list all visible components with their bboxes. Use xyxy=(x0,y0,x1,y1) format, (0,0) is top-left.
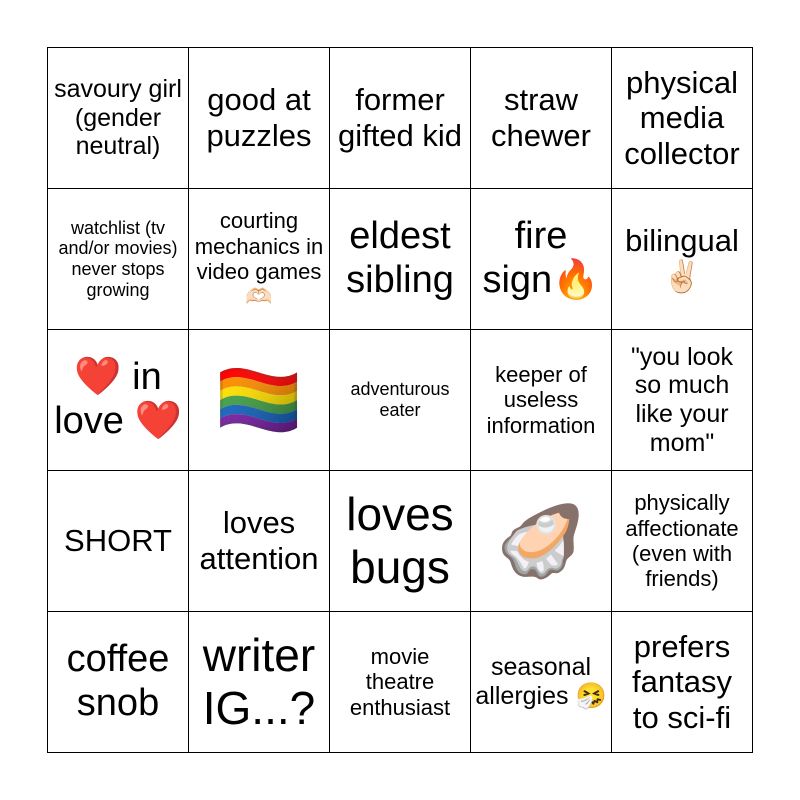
bingo-cell[interactable] xyxy=(612,330,753,471)
bingo-cell[interactable] xyxy=(471,471,612,612)
rainbow-flag-icon: 🏳️‍🌈 xyxy=(215,360,303,439)
bingo-cell[interactable] xyxy=(48,189,189,330)
cell-text: former gifted kid xyxy=(337,82,463,153)
cell-text: courting mechanics in video games 🫶🏻 xyxy=(194,208,324,310)
bingo-cell[interactable] xyxy=(330,48,471,189)
cell-text: loves attention xyxy=(199,505,319,576)
cell-text: keeper of useless information xyxy=(486,362,596,438)
cell-text: physically affectionate (even with friends) xyxy=(625,490,739,592)
cell-text: SHORT xyxy=(64,523,172,559)
bingo-cell[interactable] xyxy=(612,189,753,330)
bingo-cell[interactable] xyxy=(48,471,189,612)
cell-text: bilingual ✌🏻 xyxy=(625,223,739,294)
cell-text: good at puzzles xyxy=(206,82,312,153)
cell-text: eldest sibling xyxy=(346,215,454,301)
bingo-cell[interactable] xyxy=(189,189,330,330)
bingo-board xyxy=(47,47,753,753)
bingo-cell[interactable] xyxy=(330,471,471,612)
cell-text: savoury girl (gender neutral) xyxy=(54,74,182,161)
bingo-cell[interactable] xyxy=(612,612,753,753)
bingo-cell[interactable] xyxy=(189,612,330,753)
bingo-cell[interactable] xyxy=(471,48,612,189)
bingo-cell[interactable] xyxy=(330,189,471,330)
cell-text: fire sign🔥 xyxy=(482,215,600,301)
bingo-cell[interactable] xyxy=(48,612,189,753)
bingo-cell[interactable] xyxy=(189,48,330,189)
cell-text: straw chewer xyxy=(491,82,591,153)
bingo-cell[interactable] xyxy=(330,612,471,753)
cell-text: writer IG...? xyxy=(202,629,316,734)
cell-text: watchlist (tv and/or movies) never stops growing xyxy=(58,217,178,300)
bingo-cell[interactable] xyxy=(471,330,612,471)
cell-text: ❤️ in love ❤️ xyxy=(54,356,182,442)
cell-text: physical media collector xyxy=(624,64,740,171)
bingo-cell[interactable] xyxy=(471,612,612,753)
bingo-cell[interactable] xyxy=(612,48,753,189)
cell-text: seasonal allergies 🤧 xyxy=(475,653,607,710)
cell-text: adventurous eater xyxy=(350,379,450,420)
bingo-cell[interactable] xyxy=(612,471,753,612)
bingo-cell-free[interactable] xyxy=(189,330,330,471)
bingo-cell[interactable] xyxy=(48,330,189,471)
cell-text: coffee snob xyxy=(66,638,170,724)
cell-text: "you look so much like your mom" xyxy=(631,342,733,457)
bingo-cell[interactable] xyxy=(330,330,471,471)
oyster-icon: 🦪 xyxy=(497,501,585,580)
bingo-cell[interactable] xyxy=(48,48,189,189)
cell-text: loves bugs xyxy=(346,488,454,593)
cell-text: prefers fantasy to sci-fi xyxy=(632,628,732,735)
bingo-cell[interactable] xyxy=(189,471,330,612)
cell-text: movie theatre enthusiast xyxy=(349,644,451,720)
bingo-cell[interactable] xyxy=(471,189,612,330)
